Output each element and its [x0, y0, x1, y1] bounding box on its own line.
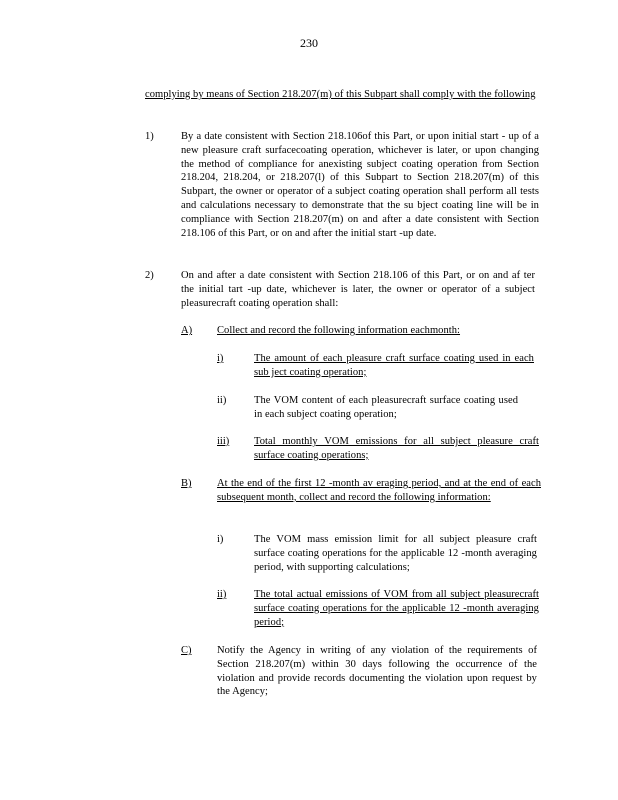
a-iii-text: Total monthly VOM emissions for all subject pleasure craft surface coating operations; — [254, 436, 539, 461]
sub-item-a-label: A) — [181, 325, 193, 336]
a-i-text: The amount of each pleasure craft surface coating used in each sub ject coating operation; — [254, 353, 534, 378]
page-number: 230 — [300, 36, 318, 50]
a-i-label: i) — [217, 353, 224, 364]
intro-paragraph: complying by means of Section 218.207(m) of this Subpart shall comply with the following — [145, 89, 536, 100]
item-1-text: By a date consistent with Section 218.106of this Part, or upon initial start - up of a new pleasure craft surfacecoating operation, whichever is later, or upon changing the method of compliance for anexisting subject coating operation from Section 218.204, 218.204, or 218.207(l) of this Subpart to Section 218.207(m) of this Subpart, the owner or operator of a subject coating operation shall perform all tests and calculations necessary to demonstrate that the su bject coating line will be in compliance with Section 218.207(m) on and after a date consistent with Section 218.106 of this Part, or on and after the initial start -up date. — [181, 131, 539, 239]
sub-item-c-label: C) — [181, 645, 192, 656]
item-2-text: On and after a date consistent with Section 218.106 of this Part, or on and af ter the initial tart -up date, whichever is later, the owner or operator of a subject pleasurecraft coating operation shall: — [181, 270, 535, 309]
sub-item-a-text: Collect and record the following information eachmonth: — [217, 325, 461, 336]
sub-item-b-label: B) — [181, 478, 192, 489]
item-2-label: 2) — [145, 270, 154, 281]
sub-item-c-text: Notify the Agency in writing of any violation of the requirements of Section 218.207(m) within 30 days following the occurrence of the violation and provide records documenting the violation upon request by the Agency; — [217, 645, 537, 698]
sub-item-b-text: At the end of the first 12 -month av eraging period, and at the end of each subsequent month, collect and record the following information: — [217, 478, 541, 503]
item-1-label: 1) — [145, 131, 154, 142]
a-iii-label: iii) — [217, 436, 230, 447]
b-i-label: i) — [217, 534, 224, 545]
b-i-text: The VOM mass emission limit for all subject pleasure craft surface coating operations for the applicable 12 -month averaging period, with supporting calculations; — [254, 534, 537, 573]
b-ii-label: ii) — [217, 589, 227, 600]
a-ii-text: The VOM content of each pleasurecraft surface coating used in each subject coating operation; — [254, 395, 518, 420]
a-ii-label: ii) — [217, 395, 227, 406]
b-ii-text: The total actual emissions of VOM from all subject pleasurecraft surface coating operations for the applicable 12 -month averaging period; — [254, 589, 539, 628]
